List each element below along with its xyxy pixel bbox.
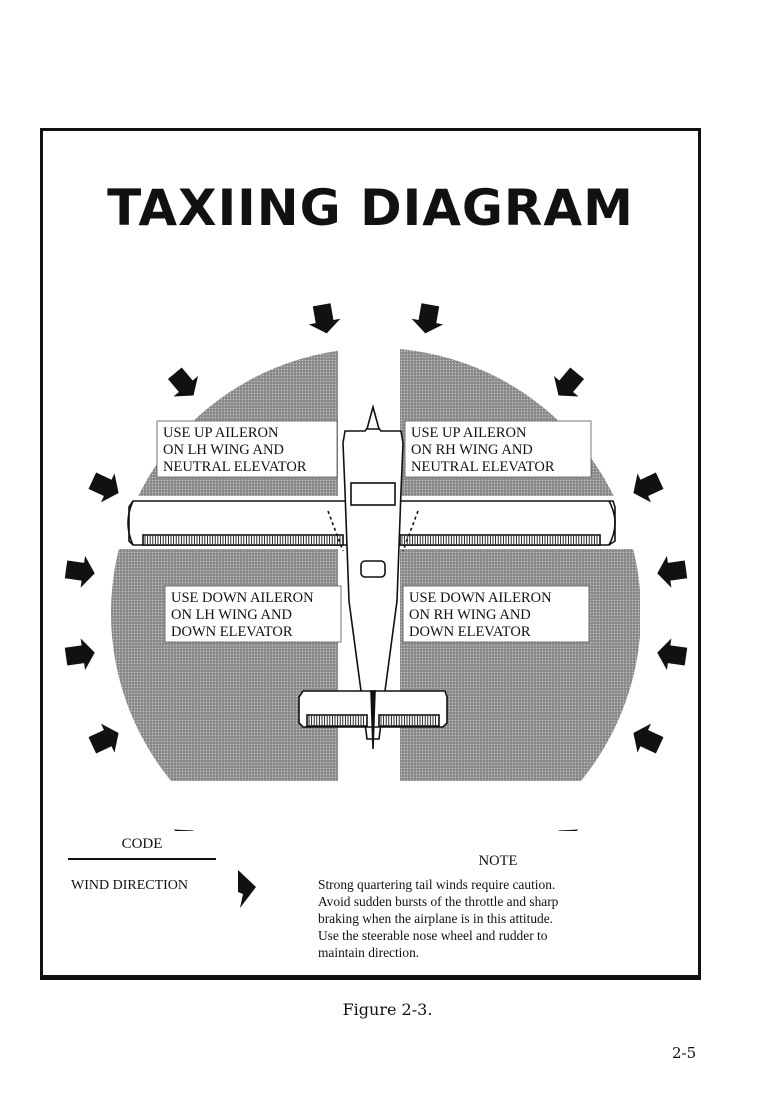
wind-arrow-icon [627,719,667,760]
quadrant-shade-lower-left [103,549,338,781]
code-divider [68,858,216,860]
wind-arrow-icon [86,719,126,760]
diagram-title: TAXIING DIAGRAM [107,179,634,237]
vertical-fin [371,691,375,749]
quadrant-shade-lower-right [400,549,640,781]
wind-arrow-icon [410,302,447,336]
quadrant-lr-line-2: ON RH WING AND [409,607,531,623]
quadrant-ur-line-1: USE UP AILERON [411,425,527,441]
code-heading: CODE [121,836,163,852]
wind-arrow-icon [86,466,126,507]
quadrant-label-upper-right [405,421,591,477]
quadrant-ur-line-2: ON RH WING AND [411,442,533,458]
wind-arrow-icon [627,466,667,507]
quadrant-lr-line-1: USE DOWN AILERON [409,590,552,606]
right-aileron [400,535,600,545]
wind-arrow-icon [64,637,97,673]
wind-arrow-icon [64,554,97,590]
quadrant-label-upper-left [157,421,337,477]
quadrant-ll-line-2: ON LH WING AND [171,607,292,623]
wind-arrow-icon [546,363,589,406]
propeller-spinner [367,407,379,429]
note-heading: NOTE [478,853,518,869]
quadrant-ur-line-3: NEUTRAL ELEVATOR [411,459,555,475]
quadrant-ul-line-1: USE UP AILERON [163,425,279,441]
wind-arrow-icon [163,820,206,831]
taxiing-diagram [43,131,698,831]
quadrant-label-lower-right [403,586,589,642]
wind-arrow-icon [546,820,589,831]
wind-arrow-icon [655,554,688,590]
cabin-window [351,483,395,505]
figure-caption: Figure 2-3. [342,1000,433,1019]
wind-arrow-icon [655,637,688,673]
wind-arrow-icon [163,363,206,406]
wind-arrow-icon [306,302,343,336]
page-number: 2-5 [672,1044,697,1062]
quadrant-ul-line-2: ON LH WING AND [163,442,284,458]
note-text: Strong quartering tail winds require caution. Avoid sudden bursts of the throttle and sharp braking when the airplane is in this attitude. Use the steerable nose wheel and rudder to maintain direction. [318,877,559,960]
quadrant-ul-line-3: NEUTRAL ELEVATOR [163,459,307,475]
quadrant-label-lower-left [165,586,341,642]
left-aileron [143,535,343,545]
code-legend [68,836,248,893]
rear-window [361,561,385,577]
note-block [318,853,678,961]
quadrant-ll-line-3: DOWN ELEVATOR [171,624,293,640]
quadrant-ll-line-1: USE DOWN AILERON [171,590,314,606]
wind-direction-arrow-icon [236,870,258,908]
diagram-frame [40,128,701,980]
wind-direction-label: WIND DIRECTION [71,878,189,893]
quadrant-lr-line-3: DOWN ELEVATOR [409,624,531,640]
